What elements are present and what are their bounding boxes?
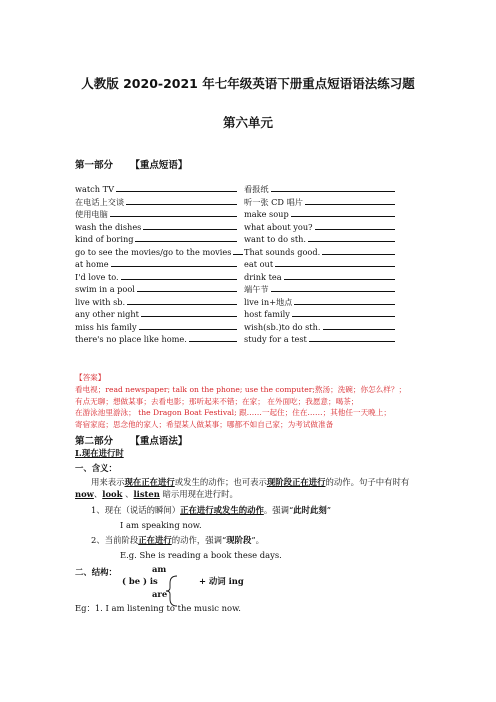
phrase-right bbox=[244, 296, 395, 307]
phrase-left bbox=[75, 246, 243, 257]
phrase-text: want to do sth. bbox=[244, 234, 307, 244]
answer-blank[interactable] bbox=[292, 308, 395, 317]
phrase-left bbox=[75, 183, 237, 194]
keyword-look: look bbox=[102, 489, 123, 499]
answer-blank[interactable] bbox=[305, 196, 395, 205]
phrase-left bbox=[75, 333, 237, 344]
phrase-text: That sounds good. bbox=[244, 246, 321, 257]
phrase-right bbox=[244, 258, 395, 269]
answer-blank[interactable] bbox=[139, 321, 237, 330]
sep-2: 、 bbox=[122, 489, 134, 499]
phrase-text: miss his family bbox=[75, 321, 137, 332]
meaning-line-2 bbox=[75, 489, 238, 500]
answer-line: 看电视；read newspaper; talk on the phone; use the computer;熬汤；洗碗；你怎么样？； bbox=[75, 385, 407, 394]
phrase-text: 看报纸 bbox=[244, 184, 269, 194]
answer-blank[interactable] bbox=[271, 283, 395, 292]
phrase-text: live with sb. bbox=[75, 296, 126, 307]
phrase-text: swim in a pool bbox=[75, 284, 135, 294]
phrase-text: make soup bbox=[244, 209, 289, 219]
be-form-are: are bbox=[152, 589, 168, 599]
point1-e: ” bbox=[326, 505, 332, 515]
part1-heading: 【重点短语】 bbox=[130, 160, 188, 171]
phrase-right bbox=[244, 308, 395, 319]
phrase-text: study for a test bbox=[244, 334, 307, 344]
phrase-right bbox=[244, 333, 395, 344]
meaning-text-c: 或发生的动作；也可表示 bbox=[174, 477, 267, 487]
meaning-label: 一、含义： bbox=[75, 463, 117, 473]
phrase-text: drink tea bbox=[244, 271, 282, 282]
meaning-text-e: 的动作。句子中有时有 bbox=[325, 477, 410, 487]
answer-blank[interactable] bbox=[323, 321, 395, 330]
point2-em: 正在进行 bbox=[138, 535, 172, 545]
point1-em: 正在进行或发生的动作 bbox=[180, 505, 264, 515]
sep-1: 、 bbox=[93, 489, 103, 499]
answer-blank[interactable] bbox=[110, 208, 237, 217]
phrase-text: at home bbox=[75, 259, 109, 269]
phrase-left bbox=[75, 208, 237, 219]
point2-em-2: 现阶段 bbox=[226, 535, 252, 545]
answer-blank[interactable] bbox=[322, 246, 395, 255]
answer-blank[interactable] bbox=[137, 283, 237, 292]
answer-blank[interactable] bbox=[315, 221, 395, 230]
meaning-em-1: 现在正在进行 bbox=[124, 477, 175, 487]
phrase-right bbox=[244, 246, 395, 257]
phrase-right bbox=[244, 321, 395, 332]
phrase-left bbox=[75, 221, 237, 232]
example-1: I am speaking now. bbox=[120, 520, 202, 530]
phrase-left bbox=[75, 321, 237, 332]
part1-label bbox=[75, 157, 187, 171]
answer-label: 【答案】 bbox=[75, 373, 106, 382]
answer-line: 寄宿家庭；思念他的家人；希望某人做某事；哪都不如自己家；为考试做准备 bbox=[75, 419, 334, 429]
phrase-left bbox=[75, 296, 237, 307]
plus-verb-ing: + 动词 ing bbox=[199, 576, 244, 586]
phrase-text: 端午节 bbox=[244, 284, 269, 294]
answer-blank[interactable] bbox=[126, 196, 237, 205]
phrase-text: live in+地点 bbox=[244, 296, 293, 307]
phrase-right bbox=[244, 208, 395, 219]
phrase-left bbox=[75, 308, 237, 319]
keyword-now: now bbox=[75, 489, 94, 499]
phrase-text: wish(sb.)to do sth. bbox=[244, 321, 321, 332]
phrase-text: what about you? bbox=[244, 221, 313, 232]
phrase-text: wash the dishes bbox=[75, 221, 142, 232]
answer-blank[interactable] bbox=[111, 258, 237, 267]
answer-blank[interactable] bbox=[135, 233, 237, 242]
phrase-text: kind of boring bbox=[75, 234, 134, 244]
phrase-text: I'd love to. bbox=[75, 271, 119, 282]
answer-blank[interactable] bbox=[127, 296, 237, 305]
part2-label bbox=[75, 433, 187, 447]
phrase-text: go to see the movies/go to the movies bbox=[75, 246, 232, 257]
phrase-text: any other night bbox=[75, 309, 139, 319]
answer-blank[interactable] bbox=[309, 333, 395, 342]
point1-c: 。强调“ bbox=[263, 505, 294, 515]
phrase-text: host family bbox=[244, 309, 290, 319]
answer-line: 有点无聊；想做某事；去看电影；那听起来不错；在家； 在外面吃；我愿意；喝茶； bbox=[75, 396, 359, 406]
be-form-am: am bbox=[152, 564, 167, 574]
answer-blank[interactable] bbox=[291, 208, 395, 217]
answer-blank[interactable] bbox=[308, 233, 395, 242]
meaning-tail: 暗示用现在进行时。 bbox=[159, 489, 238, 499]
answer-line: 在游泳池里游泳； the Dragon Boat Festival; 跟……一起住；住在……；其他任一天晚上； bbox=[75, 408, 391, 417]
phrase-text: 在电话上交谈 bbox=[75, 196, 125, 207]
answer-blank[interactable] bbox=[121, 271, 237, 280]
be-form-is: ( be ) is bbox=[122, 576, 158, 586]
meaning-em-2: 现阶段正在进行 bbox=[266, 477, 326, 487]
answer-blank[interactable] bbox=[143, 221, 237, 230]
phrase-left bbox=[75, 196, 237, 207]
answer-blank[interactable] bbox=[141, 308, 237, 317]
point2-c: 的动作，强调“ bbox=[171, 535, 227, 545]
phrase-text: there's no place like home. bbox=[75, 334, 187, 344]
phrase-right bbox=[244, 221, 395, 232]
point2-e: ”。 bbox=[251, 535, 265, 545]
answer-blank[interactable] bbox=[233, 246, 243, 255]
phrase-right bbox=[244, 233, 395, 244]
point1-em-2: 此时此刻 bbox=[293, 505, 327, 515]
point-1 bbox=[91, 505, 331, 516]
part2-number: 第二部分 bbox=[75, 436, 114, 447]
phrase-text: watch TV bbox=[75, 184, 115, 194]
point1-a: 1、现在（说话的瞬间） bbox=[91, 505, 181, 515]
point-2 bbox=[91, 535, 264, 546]
answer-blank[interactable] bbox=[116, 183, 237, 192]
phrase-right bbox=[244, 271, 395, 282]
phrase-left bbox=[75, 258, 237, 269]
answer-blank[interactable] bbox=[271, 183, 395, 192]
phrase-left bbox=[75, 283, 237, 294]
phrase-left bbox=[75, 271, 237, 282]
phrase-text: 听一张 CD 唱片 bbox=[244, 196, 303, 207]
unit-subtitle: 第六单元 bbox=[222, 115, 273, 130]
part2-heading: 【重点语法】 bbox=[130, 436, 188, 447]
point2-a: 2、当前阶段 bbox=[91, 535, 139, 545]
example-eg: Eg：1. I am listening to the music now. bbox=[75, 603, 241, 613]
example-2: E.g. She is reading a book these days. bbox=[120, 550, 282, 560]
meaning-text-a: 用来表示 bbox=[91, 477, 125, 487]
page-title: 人教版 2020-2021 年七年级英语下册重点短语语法练习题 bbox=[81, 76, 415, 91]
part1-number: 第一部分 bbox=[75, 160, 114, 171]
phrase-right bbox=[244, 283, 395, 294]
meaning-line-1 bbox=[91, 477, 409, 488]
structure-label: 二、结构： bbox=[75, 567, 117, 577]
answer-blank[interactable] bbox=[189, 333, 237, 342]
answer-blank[interactable] bbox=[284, 271, 395, 280]
phrase-text: 使用电脑 bbox=[75, 209, 108, 219]
grammar-topic: I.现在进行时 bbox=[75, 448, 124, 458]
answer-blank[interactable] bbox=[275, 258, 395, 267]
phrase-text: eat out bbox=[244, 259, 274, 269]
phrase-left bbox=[75, 233, 237, 244]
answer-blank[interactable] bbox=[294, 296, 395, 305]
phrase-right bbox=[244, 196, 395, 207]
keyword-listen: listen bbox=[133, 489, 160, 499]
phrase-right bbox=[244, 183, 395, 194]
